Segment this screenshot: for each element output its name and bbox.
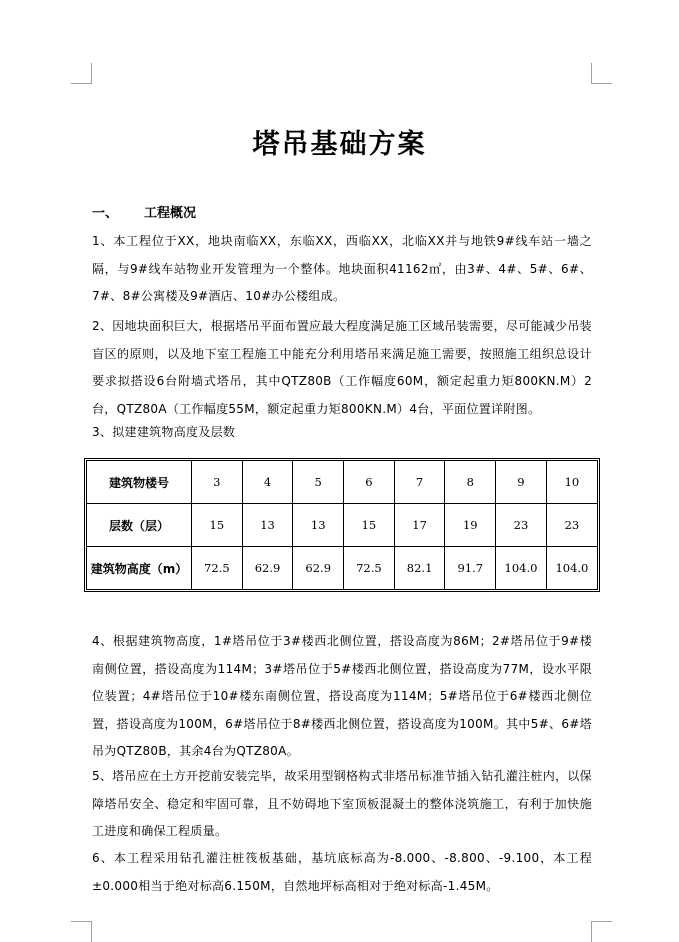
table-cell: 15 bbox=[344, 504, 395, 547]
building-table bbox=[84, 458, 600, 592]
table-cell: 104.0 bbox=[496, 547, 547, 590]
section-heading bbox=[92, 202, 196, 221]
paragraph-2: 2、因地块面积巨大，根据塔吊平面布置应最大程度满足施工区域吊装需要，尽可能减少吊装盲区的原则，以及地下室工程施工中能充分利用塔吊来满足施工需要，按照施工组织总设计要求拟搭设6台附墙式塔吊，其中QTZ80B（工作幅度60M，额定起重力矩800KN.M）2台，QTZ80A（工作幅度55M，额定起重力矩800KN.M）4台，平面位置详附图。 bbox=[92, 319, 592, 416]
table-cell: 6 bbox=[344, 461, 395, 504]
table-cell: 4 bbox=[242, 461, 293, 504]
page-corner-mark-top-right bbox=[591, 63, 612, 84]
row-header: 建筑物楼号 bbox=[87, 461, 192, 504]
table-cell: 10 bbox=[546, 461, 597, 504]
table-cell: 13 bbox=[242, 504, 293, 547]
section-heading-text: 工程概况 bbox=[144, 206, 197, 221]
table-cell: 23 bbox=[546, 504, 597, 547]
table-cell: 23 bbox=[496, 504, 547, 547]
table-cell: 3 bbox=[192, 461, 243, 504]
document-title: 塔吊基础方案 bbox=[252, 129, 427, 160]
page-corner-mark-top-left bbox=[71, 63, 92, 84]
table-cell: 19 bbox=[445, 504, 496, 547]
paragraph-1: 1、本工程位于XX，地块南临XX，东临XX，西临XX，北临XX并与地铁9#线车站一墙之隔，与9#线车站物业开发管理为一个整体。地块面积41162㎡，由3#、4#、5#、6#、7#、8#公寓楼及9#酒店、10#办公楼组成。 bbox=[92, 234, 592, 303]
table-cell: 62.9 bbox=[293, 547, 344, 590]
table-cell: 9 bbox=[496, 461, 547, 504]
row-header: 建筑物高度（m） bbox=[87, 547, 192, 590]
table-cell: 17 bbox=[394, 504, 445, 547]
table-cell: 15 bbox=[192, 504, 243, 547]
table-cell: 13 bbox=[293, 504, 344, 547]
table-cell: 7 bbox=[394, 461, 445, 504]
section-number: 一、 bbox=[92, 206, 119, 221]
table-row bbox=[87, 504, 597, 547]
paragraph-4: 4、根据建筑物高度，1#塔吊位于3#楼西北侧位置，搭设高度为86M；2#塔吊位于9#楼南侧位置，搭设高度为114M；3#塔吊位于5#楼西北侧位置，搭设高度为77M，设水平限位装置；4#塔吊位于10#楼东南侧位置，搭设高度为114M；5#塔吊位于6#楼西北侧位置，搭设高度为100M，6#塔吊位于8#楼西北侧位置，搭设高度为100M。其中5#、6#塔吊为QTZ80B，其余4台为QTZ80A。 bbox=[92, 634, 592, 758]
table-cell: 62.9 bbox=[242, 547, 293, 590]
table-cell: 72.5 bbox=[344, 547, 395, 590]
row-header: 层数（层） bbox=[87, 504, 192, 547]
paragraph-5: 5、塔吊应在土方开挖前安装完毕，故采用型钢格构式非塔吊标准节插入钻孔灌注桩内，以保障塔吊安全、稳定和牢固可靠，且不妨碍地下室顶板混凝土的整体浇筑施工，有利于加快施工进度和确保工程质量。 bbox=[92, 769, 592, 838]
table-cell: 5 bbox=[293, 461, 344, 504]
table-row bbox=[87, 547, 597, 590]
table-cell: 8 bbox=[445, 461, 496, 504]
table-cell: 72.5 bbox=[192, 547, 243, 590]
table-cell: 82.1 bbox=[394, 547, 445, 590]
table-cell: 91.7 bbox=[445, 547, 496, 590]
page-corner-mark-bottom-left bbox=[71, 921, 92, 942]
page-corner-mark-bottom-right bbox=[591, 921, 612, 942]
paragraph-6: 6、本工程采用钻孔灌注桩筏板基础，基坑底标高为-8.000、-8.800、-9.100，本工程±0.000相当于绝对标高6.150M，自然地坪标高相对于绝对标高-1.45M。 bbox=[92, 851, 592, 893]
paragraph-3: 3、拟建建筑物高度及层数 bbox=[92, 425, 236, 439]
table-cell: 104.0 bbox=[546, 547, 597, 590]
table-row bbox=[87, 461, 597, 504]
